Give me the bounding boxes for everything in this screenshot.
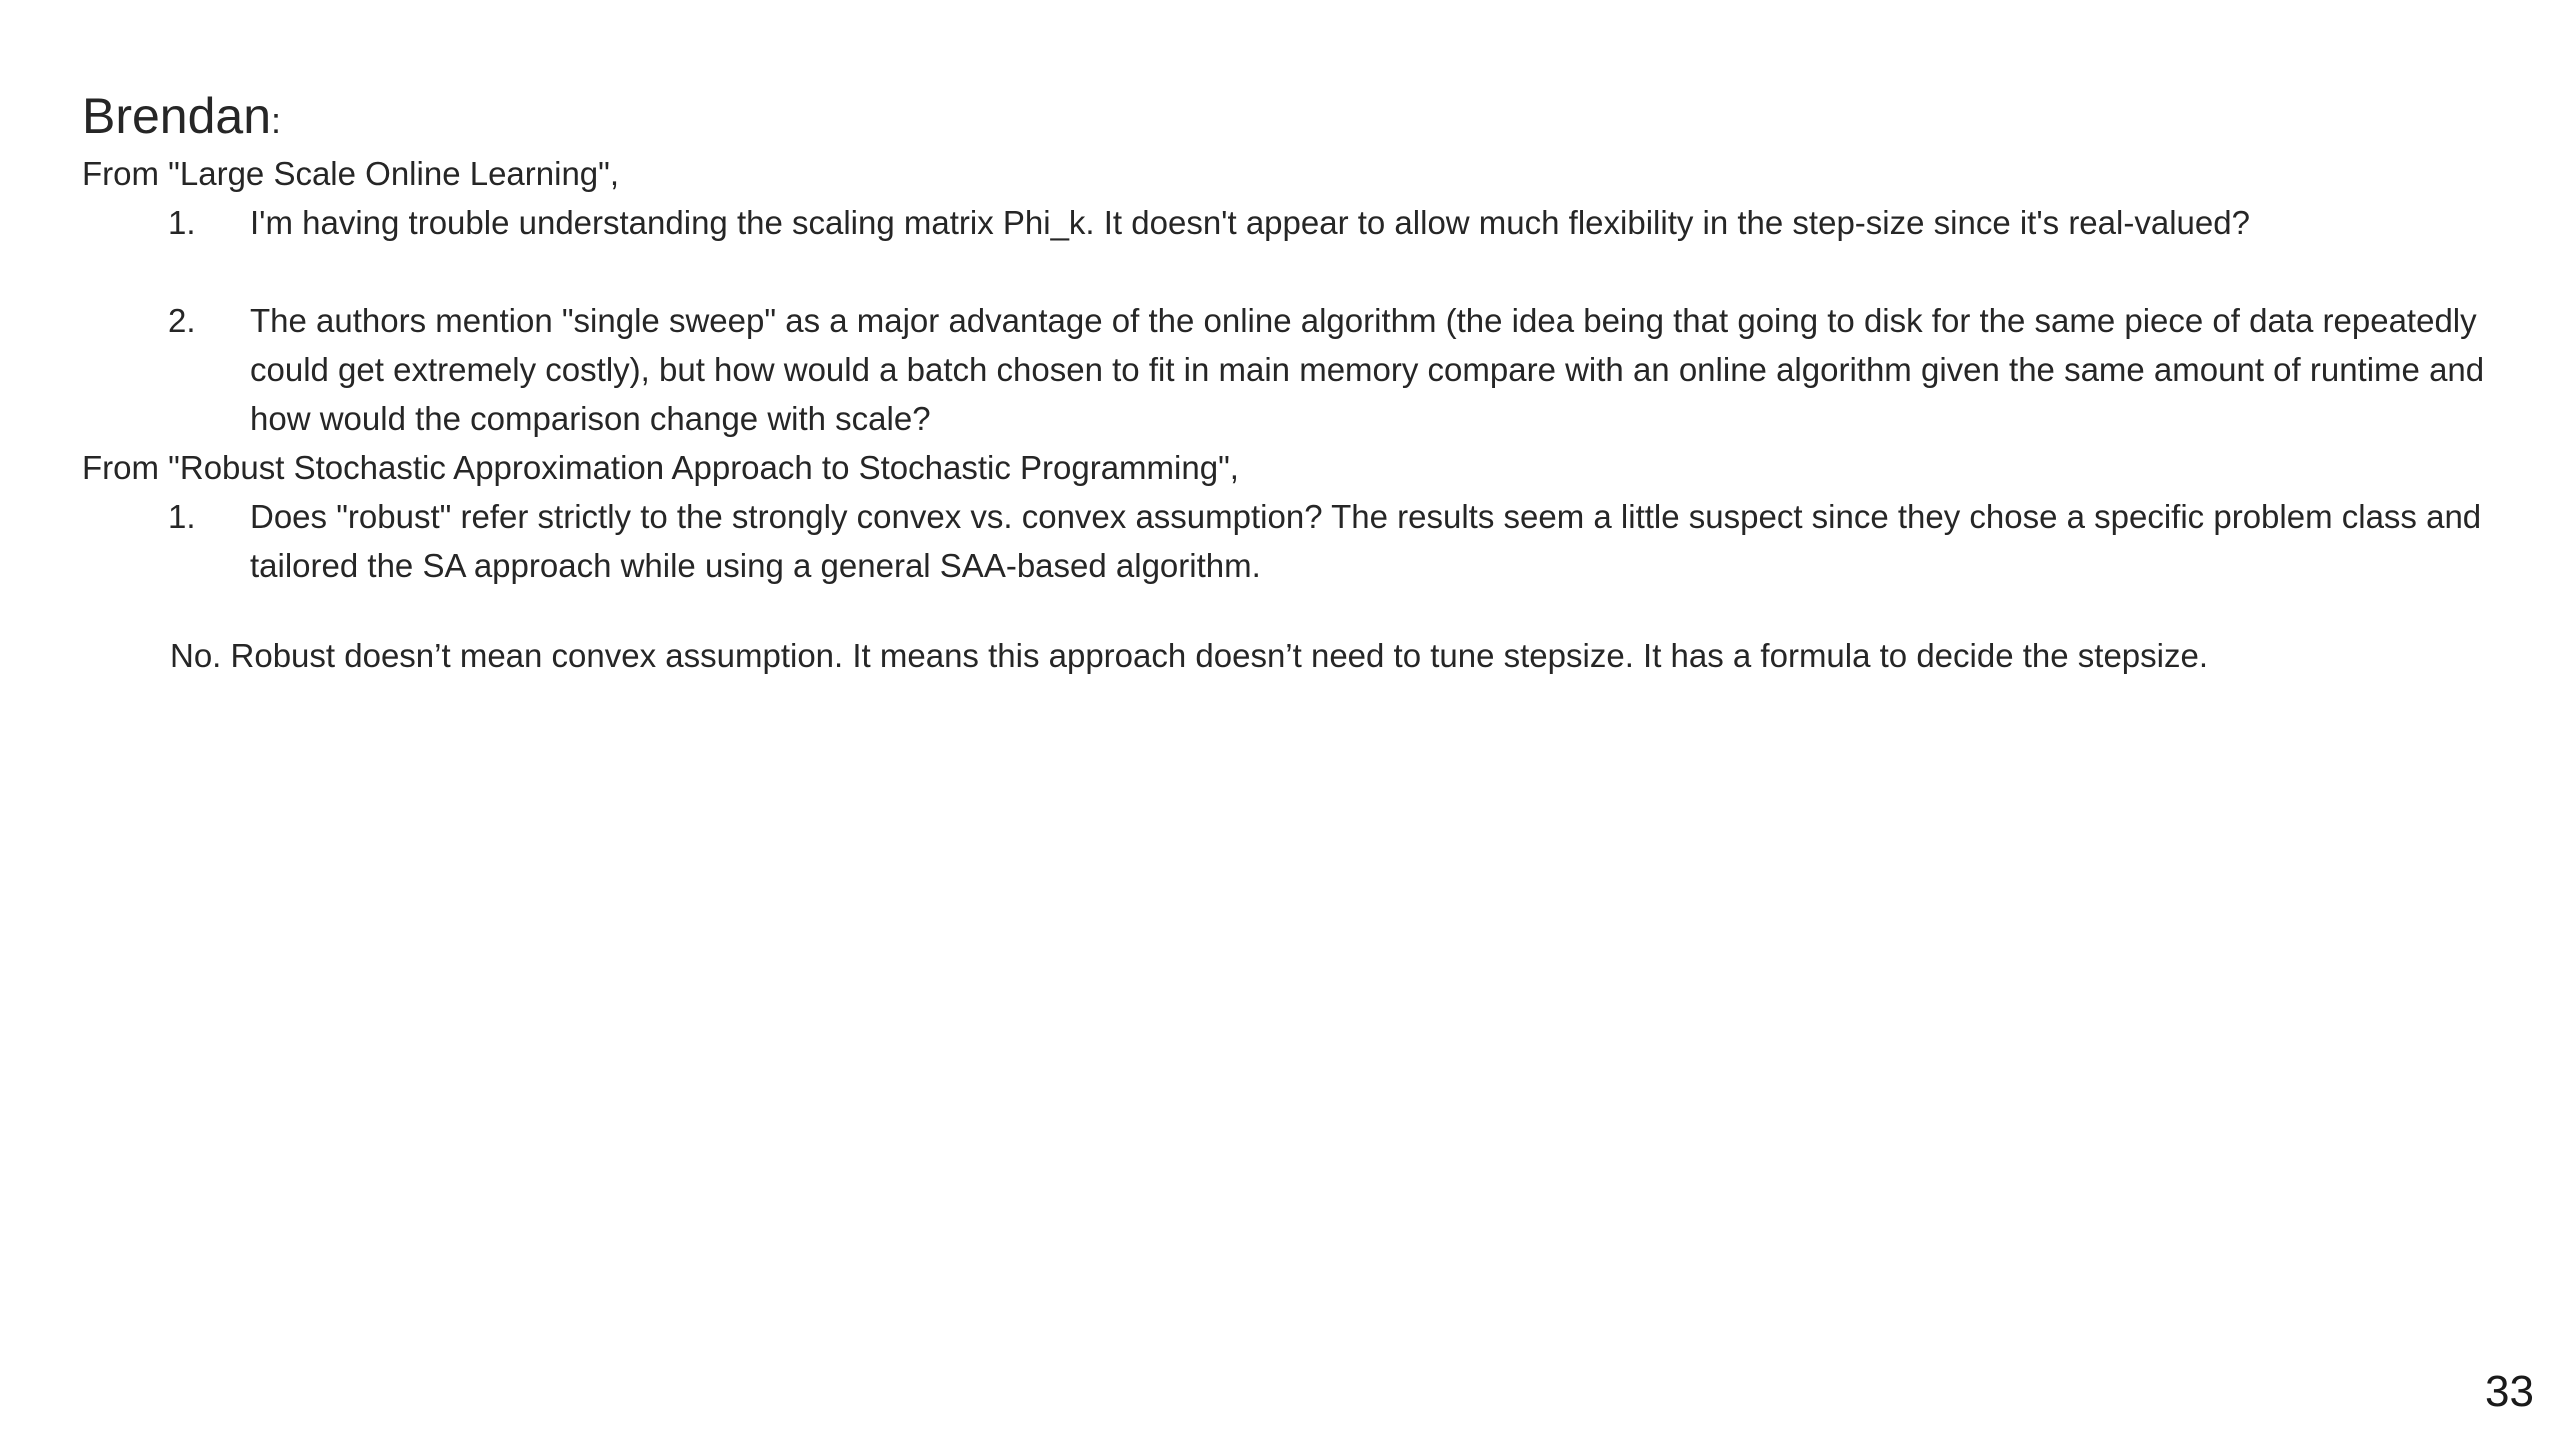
slide-content (82, 149, 2522, 680)
page-number: 33 (2485, 1367, 2534, 1416)
question-number: 2. (168, 302, 196, 339)
answer-text: No. Robust doesn’t mean convex assumption. It means this approach doesn’t need to tune stepsize. It has a formula to decide the stepsize. (170, 637, 2209, 674)
question-number: 1. (168, 204, 196, 241)
title-colon: : (271, 100, 282, 141)
question-item (82, 198, 2522, 247)
question-item (82, 296, 2522, 443)
question-text: The authors mention "single sweep" as a major advantage of the online algorithm (the idea being that going to disk for the same piece of data repeatedly could get extremely costly), but how would a batch chosen to fit in main memory compare with an online algorithm given the same amount of runtime and how would the comparison change with scale? (250, 302, 2485, 437)
source-heading-robust-sa: From "Robust Stochastic Approximation Approach to Stochastic Programming", (82, 449, 1239, 486)
question-text: I'm having trouble understanding the scaling matrix Phi_k. It doesn't appear to allow much flexibility in the step-size since it's real-valued? (250, 204, 2250, 241)
slide-title (82, 86, 281, 151)
question-number: 1. (168, 498, 196, 535)
title-text: Brendan (82, 88, 272, 144)
question-item (82, 492, 2522, 590)
source-heading-large-scale: From "Large Scale Online Learning", (82, 155, 620, 192)
question-text: Does "robust" refer strictly to the strongly convex vs. convex assumption? The results seem a little suspect since they chose a specific problem class and tailored the SA approach while using a general SAA-based algorithm. (250, 498, 2482, 584)
